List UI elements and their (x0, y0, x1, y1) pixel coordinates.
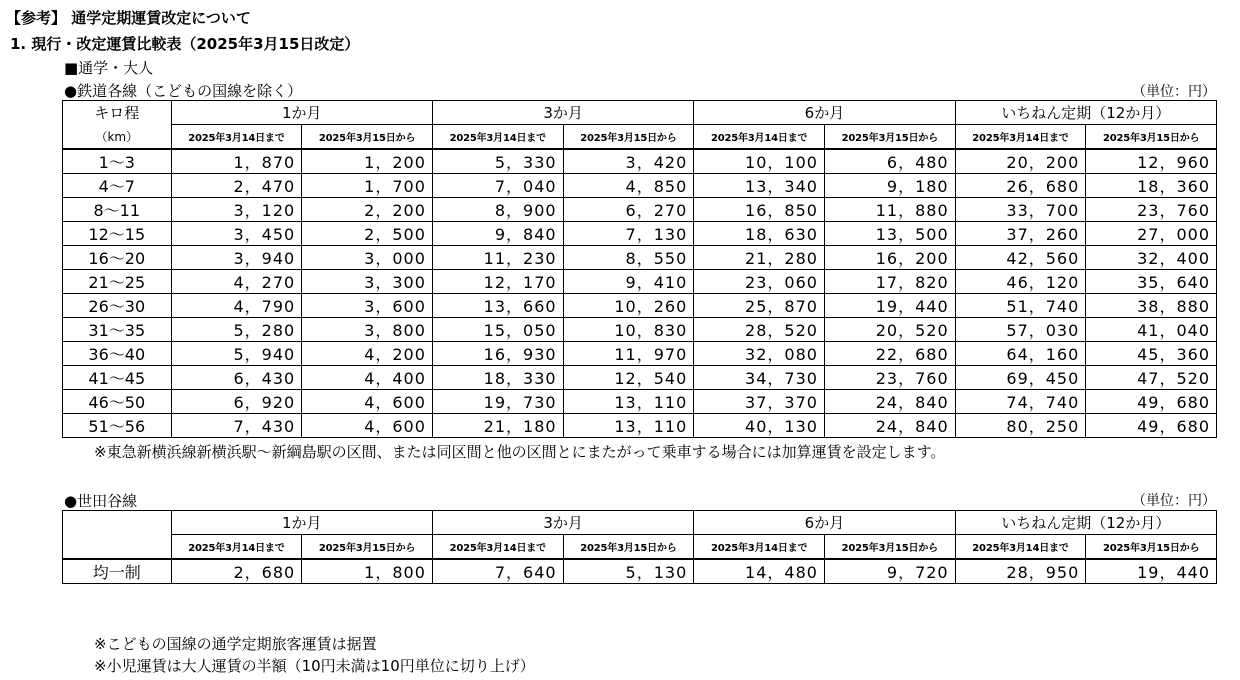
fare-cell: 37，260 (955, 222, 1086, 246)
category-label: ■通学・大人 (64, 59, 154, 77)
km-range-cell: 8～11 (63, 198, 172, 222)
blank-header-cell (63, 535, 172, 560)
date-after-header: 2025年3月15日から (1086, 535, 1217, 560)
fare-cell: 6，270 (563, 198, 694, 222)
fare-cell: 23，760 (1086, 198, 1217, 222)
fare-cell: 1，700 (302, 174, 433, 198)
fare-cell: 13，500 (824, 222, 955, 246)
km-header: キロ程 (63, 101, 172, 125)
fare-cell: 7，430 (171, 414, 302, 438)
fare-cell: 47，520 (1086, 366, 1217, 390)
period-header: いちねん定期（12か月） (955, 101, 1216, 125)
fare-cell: 32，080 (694, 342, 825, 366)
date-before-header: 2025年3月14日まで (955, 535, 1086, 560)
fare-cell: 4，600 (302, 414, 433, 438)
date-before-header: 2025年3月14日まで (432, 125, 563, 150)
fare-cell: 13，340 (694, 174, 825, 198)
table-row (63, 414, 1217, 438)
fare-cell: 16，850 (694, 198, 825, 222)
fare-cell: 7，640 (432, 559, 563, 584)
fare-cell: 64，160 (955, 342, 1086, 366)
blank-header-cell (63, 511, 172, 535)
fare-cell: 6，480 (824, 149, 955, 174)
fare-cell: 12，540 (563, 366, 694, 390)
fare-cell: 23，060 (694, 270, 825, 294)
km-range-cell: 26～30 (63, 294, 172, 318)
fare-cell: 4，850 (563, 174, 694, 198)
fare-cell: 33，700 (955, 198, 1086, 222)
table-row (63, 246, 1217, 270)
fare-cell: 24，840 (824, 414, 955, 438)
period-header: いちねん定期（12か月） (955, 511, 1216, 535)
table-row (63, 342, 1217, 366)
fare-cell: 14，480 (694, 559, 825, 584)
fare-cell: 74，740 (955, 390, 1086, 414)
fare-cell: 3，000 (302, 246, 433, 270)
table-row (63, 318, 1217, 342)
fare-cell: 20，520 (824, 318, 955, 342)
table-row (63, 559, 1217, 584)
fare-cell: 18，330 (432, 366, 563, 390)
fare-cell: 9，180 (824, 174, 955, 198)
date-before-header: 2025年3月14日まで (955, 125, 1086, 150)
fare-cell: 28，520 (694, 318, 825, 342)
fare-cell: 11，230 (432, 246, 563, 270)
fare-cell: 12，960 (1086, 149, 1217, 174)
fare-cell: 34，730 (694, 366, 825, 390)
period-header: 6か月 (694, 511, 955, 535)
fare-cell: 4，200 (302, 342, 433, 366)
fare-cell: 49，680 (1086, 390, 1217, 414)
km-range-cell: 16～20 (63, 246, 172, 270)
fare-cell: 9，410 (563, 270, 694, 294)
period-header: 1か月 (171, 101, 432, 125)
fare-cell: 51，740 (955, 294, 1086, 318)
fare-cell: 7，040 (432, 174, 563, 198)
fare-cell: 21，280 (694, 246, 825, 270)
fare-cell: 24，840 (824, 390, 955, 414)
fare-cell: 22，680 (824, 342, 955, 366)
fare-cell: 37，370 (694, 390, 825, 414)
fare-cell: 69，450 (955, 366, 1086, 390)
fare-cell: 13，660 (432, 294, 563, 318)
fare-cell: 6，430 (171, 366, 302, 390)
date-after-header: 2025年3月15日から (563, 125, 694, 150)
date-after-header: 2025年3月15日から (302, 125, 433, 150)
fare-cell: 21，180 (432, 414, 563, 438)
table-row (63, 149, 1217, 174)
fare-cell: 2，200 (302, 198, 433, 222)
fare-cell: 42，560 (955, 246, 1086, 270)
fare-cell: 38，880 (1086, 294, 1217, 318)
fare-cell: 27，000 (1086, 222, 1217, 246)
table-row (63, 222, 1217, 246)
fare-cell: 3，420 (563, 149, 694, 174)
date-before-header: 2025年3月14日まで (171, 535, 302, 560)
fare-cell: 10，830 (563, 318, 694, 342)
period-header: 3か月 (432, 511, 693, 535)
fare-cell: 2，680 (171, 559, 302, 584)
note-shinyokohama: ※東急新横浜線新横浜駅～新綱島駅の区間、または同区間と他の区間とにまたがって乗車する場合には加算運賃を設定します。 (94, 443, 946, 461)
fare-cell: 3，940 (171, 246, 302, 270)
unit-label-1: （単位：円） (1132, 84, 1216, 100)
fare-cell: 8，900 (432, 198, 563, 222)
fare-cell: 3，450 (171, 222, 302, 246)
date-after-header: 2025年3月15日から (824, 535, 955, 560)
date-after-header: 2025年3月15日から (302, 535, 433, 560)
fare-cell: 5，330 (432, 149, 563, 174)
fare-cell: 20，200 (955, 149, 1086, 174)
table-row (63, 198, 1217, 222)
fare-cell: 9，840 (432, 222, 563, 246)
fare-cell: 4，270 (171, 270, 302, 294)
table-row (63, 366, 1217, 390)
km-unit: （km） (63, 125, 172, 150)
fare-cell: 45，360 (1086, 342, 1217, 366)
table-row (63, 174, 1217, 198)
flat-rate-label: 均一制 (63, 559, 172, 584)
fare-cell: 5，280 (171, 318, 302, 342)
note-kodomonokuni: ※こどもの国線の通学定期旅客運賃は据置 (94, 635, 377, 653)
section1-title: ●鉄道各線（こどもの国線を除く） (64, 82, 303, 100)
fare-cell: 1，800 (302, 559, 433, 584)
period-header: 6か月 (694, 101, 955, 125)
fare-cell: 13，110 (563, 390, 694, 414)
fare-cell: 10，260 (563, 294, 694, 318)
date-before-header: 2025年3月14日まで (171, 125, 302, 150)
table-row (63, 270, 1217, 294)
table-row (63, 390, 1217, 414)
fare-table-railway (62, 100, 1217, 438)
fare-cell: 19，730 (432, 390, 563, 414)
note-child-fare: ※小児運賃は大人運賃の半額（10円未満は10円単位に切り上げ） (94, 657, 535, 675)
fare-cell: 18，630 (694, 222, 825, 246)
km-range-cell: 51～56 (63, 414, 172, 438)
km-range-cell: 1～3 (63, 149, 172, 174)
fare-cell: 11，880 (824, 198, 955, 222)
fare-cell: 13，110 (563, 414, 694, 438)
page-title: 【参考】 通学定期運賃改定について (6, 9, 251, 27)
fare-cell: 3，300 (302, 270, 433, 294)
km-range-cell: 36～40 (63, 342, 172, 366)
km-range-cell: 4～7 (63, 174, 172, 198)
date-before-header: 2025年3月14日まで (694, 535, 825, 560)
fare-table-setagaya (62, 510, 1217, 584)
km-range-cell: 41～45 (63, 366, 172, 390)
date-before-header: 2025年3月14日まで (694, 125, 825, 150)
fare-cell: 1，870 (171, 149, 302, 174)
fare-cell: 18，360 (1086, 174, 1217, 198)
fare-cell: 23，760 (824, 366, 955, 390)
km-range-cell: 46～50 (63, 390, 172, 414)
fare-cell: 35，640 (1086, 270, 1217, 294)
fare-cell: 19，440 (824, 294, 955, 318)
fare-cell: 8，550 (563, 246, 694, 270)
fare-cell: 1，200 (302, 149, 433, 174)
fare-cell: 7，130 (563, 222, 694, 246)
fare-cell: 25，870 (694, 294, 825, 318)
fare-cell: 6，920 (171, 390, 302, 414)
fare-cell: 17，820 (824, 270, 955, 294)
page-subtitle: 1. 現行・改定運賃比較表（2025年3月15日改定） (10, 35, 360, 53)
fare-cell: 32，400 (1086, 246, 1217, 270)
fare-cell: 28，950 (955, 559, 1086, 584)
period-header: 1か月 (171, 511, 432, 535)
fare-cell: 4，400 (302, 366, 433, 390)
fare-cell: 3，800 (302, 318, 433, 342)
fare-cell: 41，040 (1086, 318, 1217, 342)
fare-cell: 12，170 (432, 270, 563, 294)
period-header: 3か月 (432, 101, 693, 125)
fare-cell: 5，940 (171, 342, 302, 366)
fare-cell: 16，930 (432, 342, 563, 366)
fare-cell: 2，500 (302, 222, 433, 246)
fare-cell: 11，970 (563, 342, 694, 366)
fare-cell: 4，600 (302, 390, 433, 414)
fare-cell: 15，050 (432, 318, 563, 342)
km-range-cell: 31～35 (63, 318, 172, 342)
fare-cell: 2，470 (171, 174, 302, 198)
fare-cell: 80，250 (955, 414, 1086, 438)
section2-title: ●世田谷線 (64, 492, 138, 510)
fare-cell: 5，130 (563, 559, 694, 584)
fare-cell: 3，120 (171, 198, 302, 222)
unit-label-2: （単位：円） (1132, 493, 1216, 509)
fare-cell: 10，100 (694, 149, 825, 174)
fare-cell: 40，130 (694, 414, 825, 438)
fare-cell: 19，440 (1086, 559, 1217, 584)
date-before-header: 2025年3月14日まで (432, 535, 563, 560)
date-after-header: 2025年3月15日から (1086, 125, 1217, 150)
date-after-header: 2025年3月15日から (824, 125, 955, 150)
fare-cell: 46，120 (955, 270, 1086, 294)
fare-cell: 9，720 (824, 559, 955, 584)
fare-cell: 57，030 (955, 318, 1086, 342)
table-row (63, 294, 1217, 318)
date-after-header: 2025年3月15日から (563, 535, 694, 560)
km-range-cell: 21～25 (63, 270, 172, 294)
fare-cell: 4，790 (171, 294, 302, 318)
km-range-cell: 12～15 (63, 222, 172, 246)
fare-cell: 3，600 (302, 294, 433, 318)
fare-cell: 49，680 (1086, 414, 1217, 438)
fare-cell: 16，200 (824, 246, 955, 270)
fare-cell: 26，680 (955, 174, 1086, 198)
